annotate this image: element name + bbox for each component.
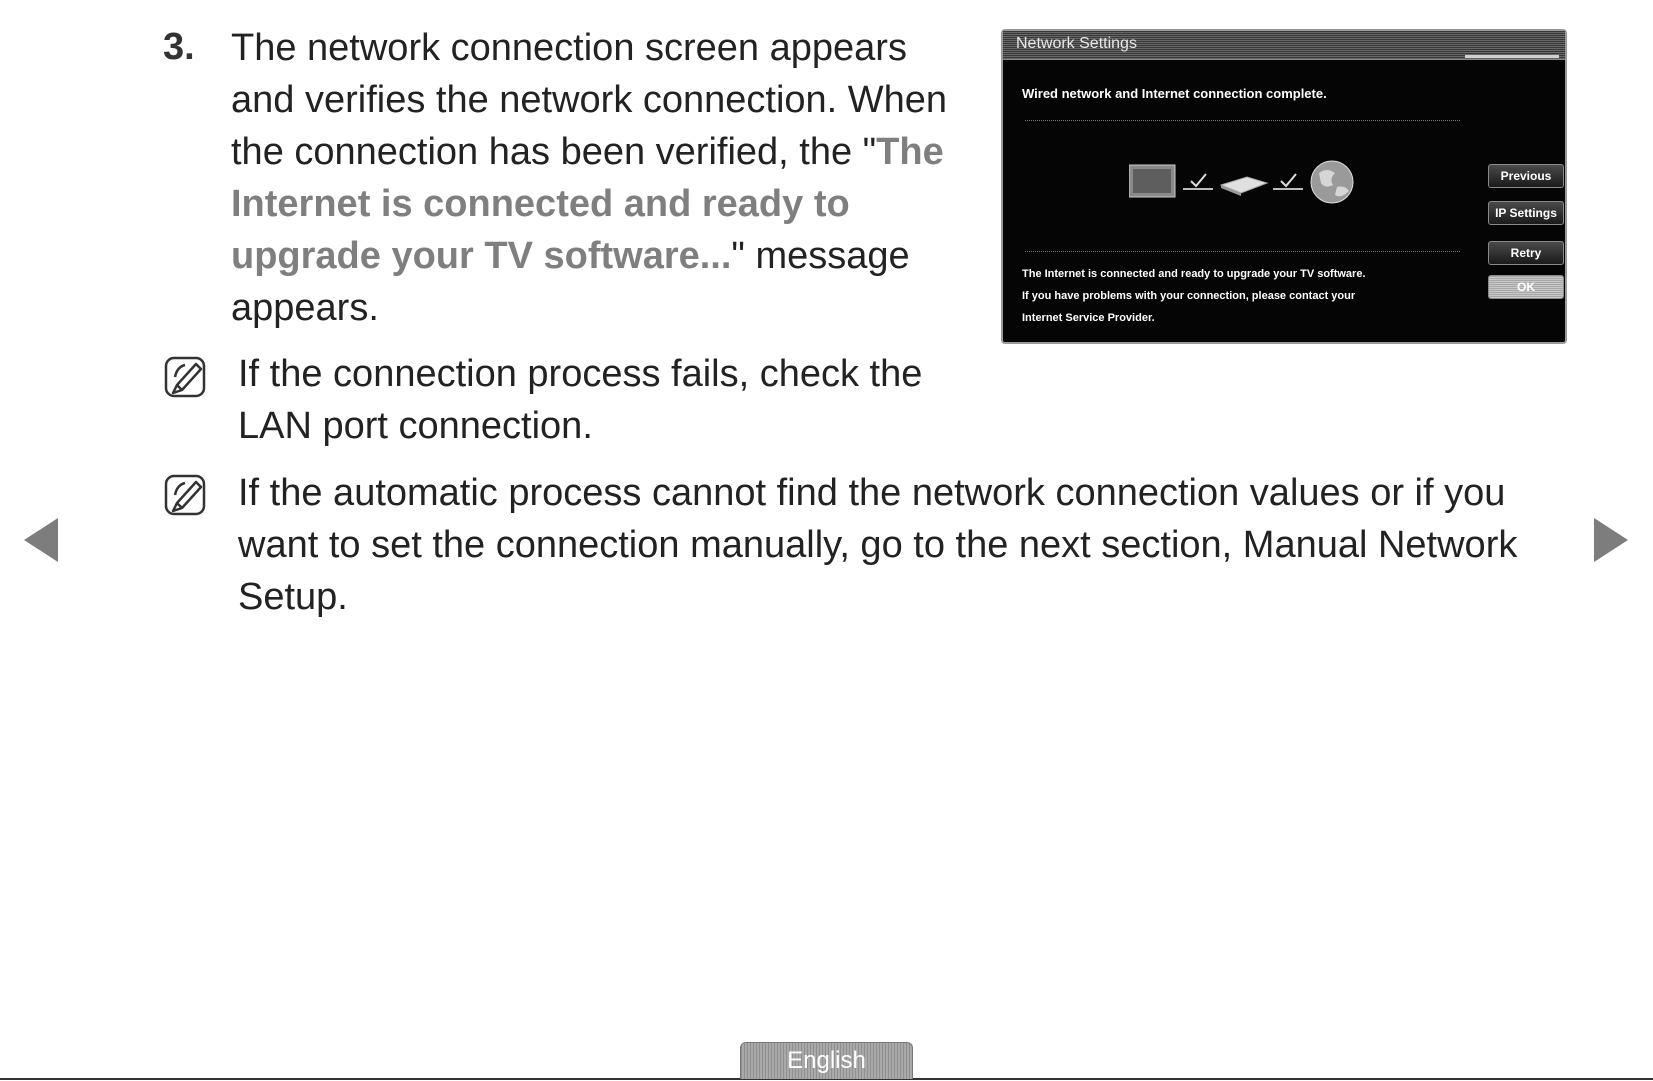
tv-message-line: If you have problems with your connection, please contact your xyxy=(1022,290,1356,302)
language-tab[interactable]: English xyxy=(740,1042,913,1079)
step-number: 3. xyxy=(163,26,195,68)
step-text-part2: " message appears. xyxy=(231,235,910,329)
tv-screen-capture xyxy=(1001,29,1567,344)
check-icon xyxy=(1183,174,1213,189)
step-highlight-message: The Internet is connected and ready to upgrade your TV software... xyxy=(231,131,944,277)
tv-title-bar xyxy=(1003,31,1565,60)
note-connection-fails: If the connection process fails, check the LAN port connection. xyxy=(238,353,923,447)
note-pencil-icon xyxy=(163,355,209,401)
triangle-right-icon[interactable] xyxy=(1594,518,1628,562)
router-icon xyxy=(1221,177,1267,196)
retry-button[interactable]: Retry xyxy=(1488,241,1564,265)
tv-status-heading: Wired network and Internet connection complete. xyxy=(1022,86,1327,101)
tv-message-line: Internet Service Provider. xyxy=(1022,312,1155,324)
tv-message-line: The Internet is connected and ready to upgrade your TV software. xyxy=(1022,268,1366,280)
globe-icon xyxy=(1311,161,1353,203)
connection-diagram xyxy=(1129,159,1359,205)
triangle-left-icon[interactable] xyxy=(24,518,58,562)
step-text xyxy=(231,22,951,334)
note-manual-setup: If the automatic process cannot find the network connection values or if you want to set the connection manually, go to the next section, Manual Network Setup. xyxy=(238,472,1518,618)
step-text-part1: The network connection screen appears and verifies the network connection. When the connection has been verified, the " xyxy=(231,27,948,173)
divider xyxy=(1025,120,1460,121)
check-icon xyxy=(1273,174,1303,189)
tv-icon xyxy=(1129,165,1175,197)
note-pencil-icon xyxy=(163,473,209,519)
title-underline xyxy=(1465,55,1559,58)
previous-button[interactable]: Previous xyxy=(1488,164,1564,188)
ok-button[interactable]: OK xyxy=(1488,275,1564,299)
ip-settings-button[interactable]: IP Settings xyxy=(1488,201,1564,225)
divider xyxy=(1025,251,1460,252)
tv-screen-title: Network Settings xyxy=(1016,35,1137,52)
